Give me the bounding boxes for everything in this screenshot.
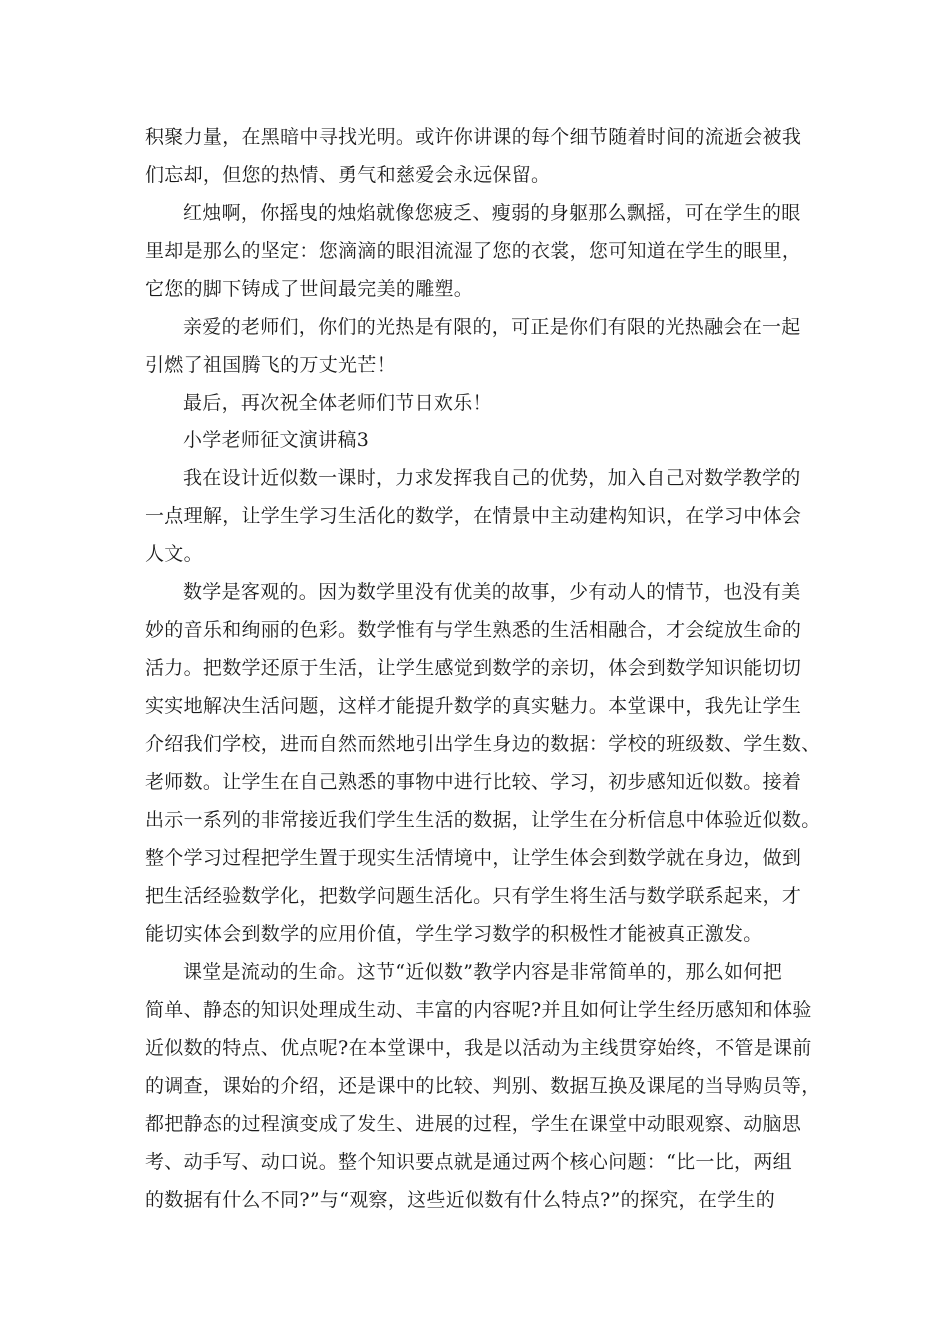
paragraph-start-line: 课堂是流动的生命。这节“近似数”教学内容是非常简单的，那么如何把	[183, 961, 783, 983]
text-line: 把生活经验数学化，把数学问题生活化。只有学生将生活与数学联系起来，才	[145, 885, 802, 907]
text-line: 们忘却，但您的热情、勇气和慈爱会永远保留。	[145, 164, 551, 186]
paragraph-start-line: 最后，再次祝全体老师们节日欢乐！	[183, 392, 492, 414]
text-line: 活力。把数学还原于生活，让学生感觉到数学的亲切，体会到数学知识能切切	[145, 657, 802, 679]
text-line: 的调查，课始的介绍，还是课中的比较、判别、数据互换及课尾的当导购员等，	[145, 1075, 821, 1097]
paragraph-start-line: 红烛啊，你摇曳的烛焰就像您疲乏、瘦弱的身躯那么飘摇，可在学生的眼	[183, 202, 801, 224]
text-line: 老师数。让学生在自己熟悉的事物中进行比较、学习，初步感知近似数。接着	[145, 771, 802, 793]
text-line: 引燃了祖国腾飞的万丈光芒！	[145, 354, 396, 376]
text-line: 近似数的特点、优点呢?在本堂课中，我是以活动为主线贯穿始终，不管是课前	[145, 1037, 812, 1059]
text-line: 整个学习过程把学生置于现实生活情境中，让学生体会到数学就在身边，做到	[145, 847, 802, 869]
text-line: 实实地解决生活问题，这样才能提升数学的真实魅力。本堂课中，我先让学生	[145, 695, 802, 717]
text-line: 一点理解，让学生学习生活化的数学，在情景中主动建构知识，在学习中体会	[145, 505, 802, 527]
text-line: 都把静态的过程演变成了发生、进展的过程，学生在课堂中动眼观察、动脑思	[145, 1113, 802, 1135]
text-line: 妙的音乐和绚丽的色彩。数学惟有与学生熟悉的生活相融合，才会绽放生命的	[145, 619, 802, 641]
text-line: 里却是那么的坚定：您滴滴的眼泪流湿了您的衣裳，您可知道在学生的眼里，	[145, 240, 802, 262]
text-line: 出示一系列的非常接近我们学生生活的数据，让学生在分析信息中体验近似数。	[145, 809, 821, 831]
text-line: 人文。	[145, 543, 203, 565]
text-line: 介绍我们学校，进而自然而然地引出学生身边的数据：学校的班级数、学生数、	[145, 733, 821, 755]
text-line: 能切实体会到数学的应用价值，学生学习数学的积极性才能被真正激发。	[145, 923, 763, 945]
paragraph-start-line: 我在设计近似数一课时，力求发挥我自己的优势，加入自己对数学教学的	[183, 467, 801, 489]
text-line: 它您的脚下铸成了世间最完美的雕塑。	[145, 278, 474, 300]
section-heading: 小学老师征文演讲稿3	[183, 429, 370, 451]
paragraph-start-line: 亲爱的老师们，你们的光热是有限的，可正是你们有限的光热融会在一起	[183, 316, 801, 338]
text-line: 考、动手写、动口说。整个知识要点就是通过两个核心问题：“比一比，两组	[145, 1151, 792, 1173]
paragraph-start-line: 数学是客观的。因为数学里没有优美的故事，少有动人的情节，也没有美	[183, 581, 801, 603]
text-line: 积聚力量，在黑暗中寻找光明。或许你讲课的每个细节随着时间的流逝会被我	[145, 126, 802, 148]
text-line: 简单、静态的知识处理成生动、丰富的内容呢?并且如何让学生经历感知和体验	[145, 999, 812, 1021]
text-line: 的数据有什么不同?”与“观察，这些近似数有什么特点?”的探究，在学生的	[145, 1189, 776, 1211]
